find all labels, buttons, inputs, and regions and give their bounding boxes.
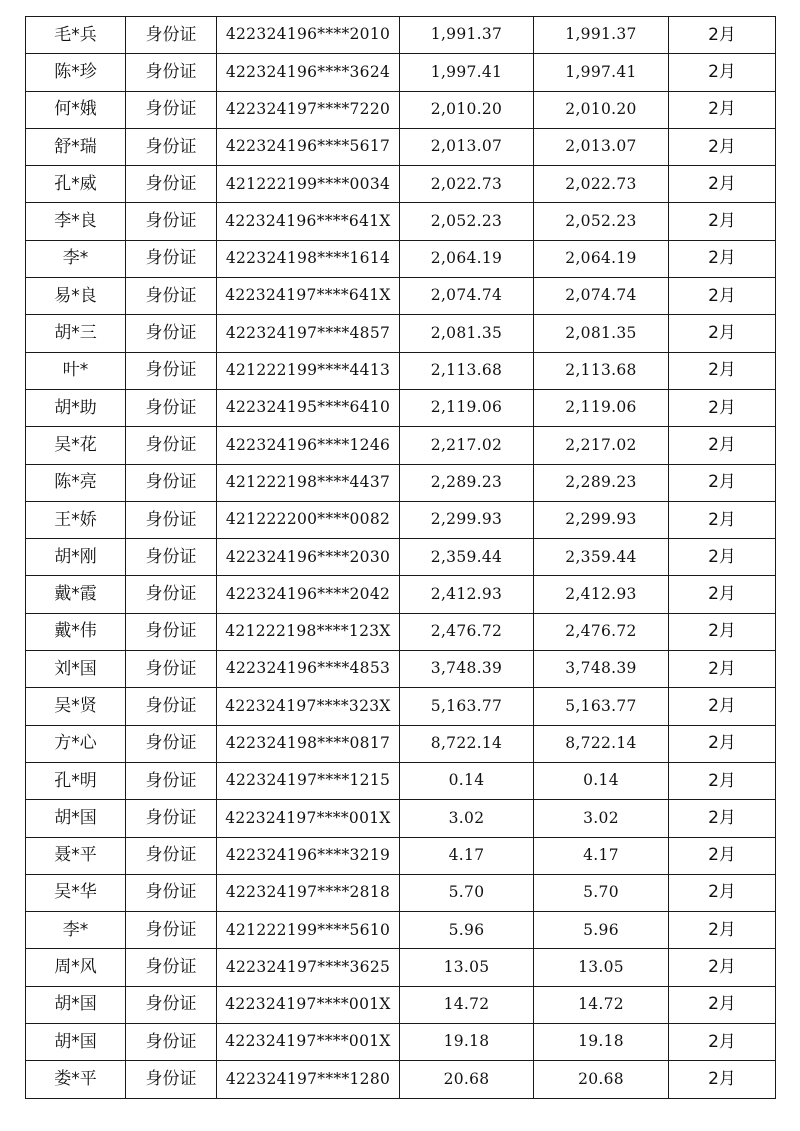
- amount-cell: 20.68: [400, 1061, 534, 1098]
- amount-paid-cell: 5.96: [534, 912, 669, 949]
- month-cell: 2月: [669, 576, 776, 613]
- id-type-cell: 身份证: [126, 539, 217, 576]
- id-type-cell: 身份证: [126, 912, 217, 949]
- month-cell: 2月: [669, 725, 776, 762]
- table-row: [26, 17, 776, 54]
- table-row: [26, 613, 776, 650]
- id-number-cell: 422324196****2030: [217, 539, 400, 576]
- amount-cell: 3.02: [400, 800, 534, 837]
- month-cell: 2月: [669, 949, 776, 986]
- amount-paid-cell: 19.18: [534, 1024, 669, 1061]
- month-cell: 2月: [669, 389, 776, 426]
- id-number-cell: 422324197****641X: [217, 278, 400, 315]
- id-type-cell: 身份证: [126, 1061, 217, 1098]
- id-type-cell: 身份证: [126, 1024, 217, 1061]
- records-table: [25, 16, 776, 1099]
- id-number-cell: 422324197****001X: [217, 800, 400, 837]
- amount-cell: 13.05: [400, 949, 534, 986]
- month-cell: 2月: [669, 912, 776, 949]
- amount-cell: 2,013.07: [400, 128, 534, 165]
- amount-paid-cell: 14.72: [534, 986, 669, 1023]
- table-row: [26, 91, 776, 128]
- name-cell: 舒*瑞: [26, 128, 126, 165]
- amount-paid-cell: 2,359.44: [534, 539, 669, 576]
- id-number-cell: 422324197****2818: [217, 874, 400, 911]
- month-cell: 2月: [669, 91, 776, 128]
- month-cell: 2月: [669, 1024, 776, 1061]
- table-row: [26, 986, 776, 1023]
- amount-cell: 2,052.23: [400, 203, 534, 240]
- id-number-cell: 421222199****5610: [217, 912, 400, 949]
- name-cell: 何*娥: [26, 91, 126, 128]
- id-number-cell: 422324197****001X: [217, 986, 400, 1023]
- amount-paid-cell: 20.68: [534, 1061, 669, 1098]
- amount-cell: 5.70: [400, 874, 534, 911]
- amount-paid-cell: 2,289.23: [534, 464, 669, 501]
- table-row: [26, 203, 776, 240]
- id-number-cell: 421222199****0034: [217, 166, 400, 203]
- amount-paid-cell: 2,119.06: [534, 389, 669, 426]
- name-cell: 胡*国: [26, 800, 126, 837]
- id-type-cell: 身份证: [126, 203, 217, 240]
- id-number-cell: 421222198****4437: [217, 464, 400, 501]
- table-row: [26, 762, 776, 799]
- month-cell: 2月: [669, 837, 776, 874]
- amount-cell: 2,412.93: [400, 576, 534, 613]
- amount-paid-cell: 0.14: [534, 762, 669, 799]
- records-table-body: [26, 17, 776, 1099]
- id-type-cell: 身份证: [126, 240, 217, 277]
- table-row: [26, 352, 776, 389]
- id-type-cell: 身份证: [126, 949, 217, 986]
- id-type-cell: 身份证: [126, 389, 217, 426]
- name-cell: 胡*刚: [26, 539, 126, 576]
- amount-paid-cell: 2,013.07: [534, 128, 669, 165]
- id-type-cell: 身份证: [126, 54, 217, 91]
- month-cell: 2月: [669, 427, 776, 464]
- table-row: [26, 837, 776, 874]
- month-cell: 2月: [669, 54, 776, 91]
- amount-cell: 0.14: [400, 762, 534, 799]
- amount-cell: 14.72: [400, 986, 534, 1023]
- month-cell: 2月: [669, 539, 776, 576]
- name-cell: 刘*国: [26, 651, 126, 688]
- name-cell: 周*风: [26, 949, 126, 986]
- id-number-cell: 422324197****7220: [217, 91, 400, 128]
- name-cell: 吴*华: [26, 874, 126, 911]
- month-cell: 2月: [669, 352, 776, 389]
- id-number-cell: 422324196****4853: [217, 651, 400, 688]
- id-type-cell: 身份证: [126, 128, 217, 165]
- amount-cell: 2,010.20: [400, 91, 534, 128]
- amount-cell: 1,991.37: [400, 17, 534, 54]
- amount-paid-cell: 2,052.23: [534, 203, 669, 240]
- id-number-cell: 422324197****1215: [217, 762, 400, 799]
- amount-cell: 2,359.44: [400, 539, 534, 576]
- name-cell: 陈*珍: [26, 54, 126, 91]
- month-cell: 2月: [669, 166, 776, 203]
- name-cell: 李*: [26, 240, 126, 277]
- name-cell: 易*良: [26, 278, 126, 315]
- amount-cell: 2,119.06: [400, 389, 534, 426]
- id-number-cell: 422324196****1246: [217, 427, 400, 464]
- id-type-cell: 身份证: [126, 837, 217, 874]
- amount-paid-cell: 5.70: [534, 874, 669, 911]
- table-row: [26, 874, 776, 911]
- id-type-cell: 身份证: [126, 464, 217, 501]
- id-number-cell: 422324197****001X: [217, 1024, 400, 1061]
- month-cell: 2月: [669, 1061, 776, 1098]
- table-row: [26, 651, 776, 688]
- month-cell: 2月: [669, 240, 776, 277]
- amount-paid-cell: 2,113.68: [534, 352, 669, 389]
- id-number-cell: 422324197****323X: [217, 688, 400, 725]
- id-type-cell: 身份证: [126, 315, 217, 352]
- table-row: [26, 501, 776, 538]
- name-cell: 陈*亮: [26, 464, 126, 501]
- amount-paid-cell: 2,074.74: [534, 278, 669, 315]
- id-number-cell: 422324196****3219: [217, 837, 400, 874]
- id-type-cell: 身份证: [126, 352, 217, 389]
- amount-cell: 3,748.39: [400, 651, 534, 688]
- table-row: [26, 464, 776, 501]
- table-row: [26, 278, 776, 315]
- month-cell: 2月: [669, 464, 776, 501]
- table-row: [26, 1061, 776, 1098]
- name-cell: 胡*国: [26, 1024, 126, 1061]
- id-type-cell: 身份证: [126, 17, 217, 54]
- amount-paid-cell: 3,748.39: [534, 651, 669, 688]
- amount-cell: 2,289.23: [400, 464, 534, 501]
- name-cell: 戴*霞: [26, 576, 126, 613]
- name-cell: 孔*明: [26, 762, 126, 799]
- table-row: [26, 725, 776, 762]
- month-cell: 2月: [669, 278, 776, 315]
- name-cell: 王*娇: [26, 501, 126, 538]
- month-cell: 2月: [669, 874, 776, 911]
- table-row: [26, 912, 776, 949]
- amount-cell: 2,074.74: [400, 278, 534, 315]
- amount-paid-cell: 3.02: [534, 800, 669, 837]
- amount-paid-cell: 2,299.93: [534, 501, 669, 538]
- month-cell: 2月: [669, 651, 776, 688]
- amount-cell: 2,476.72: [400, 613, 534, 650]
- id-number-cell: 422324196****3624: [217, 54, 400, 91]
- amount-cell: 2,022.73: [400, 166, 534, 203]
- month-cell: 2月: [669, 688, 776, 725]
- month-cell: 2月: [669, 17, 776, 54]
- id-number-cell: 422324198****0817: [217, 725, 400, 762]
- amount-cell: 5.96: [400, 912, 534, 949]
- table-row: [26, 128, 776, 165]
- table-row: [26, 539, 776, 576]
- month-cell: 2月: [669, 762, 776, 799]
- table-row: [26, 576, 776, 613]
- id-number-cell: 422324196****5617: [217, 128, 400, 165]
- amount-cell: 2,299.93: [400, 501, 534, 538]
- table-row: [26, 166, 776, 203]
- amount-cell: 5,163.77: [400, 688, 534, 725]
- table-row: [26, 54, 776, 91]
- month-cell: 2月: [669, 203, 776, 240]
- name-cell: 孔*威: [26, 166, 126, 203]
- id-type-cell: 身份证: [126, 576, 217, 613]
- name-cell: 胡*国: [26, 986, 126, 1023]
- amount-cell: 8,722.14: [400, 725, 534, 762]
- id-type-cell: 身份证: [126, 501, 217, 538]
- amount-paid-cell: 1,991.37: [534, 17, 669, 54]
- name-cell: 娄*平: [26, 1061, 126, 1098]
- amount-cell: 2,064.19: [400, 240, 534, 277]
- table-row: [26, 315, 776, 352]
- month-cell: 2月: [669, 501, 776, 538]
- table-row: [26, 800, 776, 837]
- id-number-cell: 422324197****1280: [217, 1061, 400, 1098]
- id-type-cell: 身份证: [126, 278, 217, 315]
- id-number-cell: 422324197****4857: [217, 315, 400, 352]
- id-type-cell: 身份证: [126, 613, 217, 650]
- id-number-cell: 422324196****641X: [217, 203, 400, 240]
- table-row: [26, 240, 776, 277]
- name-cell: 叶*: [26, 352, 126, 389]
- name-cell: 吴*贤: [26, 688, 126, 725]
- id-type-cell: 身份证: [126, 986, 217, 1023]
- id-type-cell: 身份证: [126, 762, 217, 799]
- name-cell: 戴*伟: [26, 613, 126, 650]
- id-number-cell: 422324197****3625: [217, 949, 400, 986]
- id-type-cell: 身份证: [126, 725, 217, 762]
- name-cell: 胡*三: [26, 315, 126, 352]
- amount-cell: 19.18: [400, 1024, 534, 1061]
- month-cell: 2月: [669, 613, 776, 650]
- amount-paid-cell: 1,997.41: [534, 54, 669, 91]
- id-type-cell: 身份证: [126, 166, 217, 203]
- amount-cell: 2,217.02: [400, 427, 534, 464]
- amount-paid-cell: 2,412.93: [534, 576, 669, 613]
- id-type-cell: 身份证: [126, 874, 217, 911]
- name-cell: 毛*兵: [26, 17, 126, 54]
- amount-cell: 2,081.35: [400, 315, 534, 352]
- amount-paid-cell: 13.05: [534, 949, 669, 986]
- table-row: [26, 1024, 776, 1061]
- name-cell: 李*良: [26, 203, 126, 240]
- name-cell: 李*: [26, 912, 126, 949]
- name-cell: 吴*花: [26, 427, 126, 464]
- amount-paid-cell: 2,217.02: [534, 427, 669, 464]
- name-cell: 聂*平: [26, 837, 126, 874]
- id-type-cell: 身份证: [126, 427, 217, 464]
- amount-paid-cell: 2,022.73: [534, 166, 669, 203]
- amount-paid-cell: 2,476.72: [534, 613, 669, 650]
- table-row: [26, 389, 776, 426]
- id-number-cell: 421222200****0082: [217, 501, 400, 538]
- amount-paid-cell: 2,064.19: [534, 240, 669, 277]
- amount-paid-cell: 2,010.20: [534, 91, 669, 128]
- table-row: [26, 949, 776, 986]
- id-type-cell: 身份证: [126, 91, 217, 128]
- id-type-cell: 身份证: [126, 688, 217, 725]
- id-number-cell: 422324196****2042: [217, 576, 400, 613]
- amount-paid-cell: 5,163.77: [534, 688, 669, 725]
- id-number-cell: 421222199****4413: [217, 352, 400, 389]
- id-type-cell: 身份证: [126, 800, 217, 837]
- amount-cell: 2,113.68: [400, 352, 534, 389]
- month-cell: 2月: [669, 128, 776, 165]
- amount-paid-cell: 8,722.14: [534, 725, 669, 762]
- id-type-cell: 身份证: [126, 651, 217, 688]
- amount-paid-cell: 4.17: [534, 837, 669, 874]
- amount-paid-cell: 2,081.35: [534, 315, 669, 352]
- amount-cell: 1,997.41: [400, 54, 534, 91]
- table-row: [26, 427, 776, 464]
- id-number-cell: 422324196****2010: [217, 17, 400, 54]
- amount-cell: 4.17: [400, 837, 534, 874]
- table-row: [26, 688, 776, 725]
- id-number-cell: 422324195****6410: [217, 389, 400, 426]
- name-cell: 方*心: [26, 725, 126, 762]
- name-cell: 胡*助: [26, 389, 126, 426]
- month-cell: 2月: [669, 986, 776, 1023]
- id-number-cell: 421222198****123X: [217, 613, 400, 650]
- month-cell: 2月: [669, 315, 776, 352]
- month-cell: 2月: [669, 800, 776, 837]
- id-number-cell: 422324198****1614: [217, 240, 400, 277]
